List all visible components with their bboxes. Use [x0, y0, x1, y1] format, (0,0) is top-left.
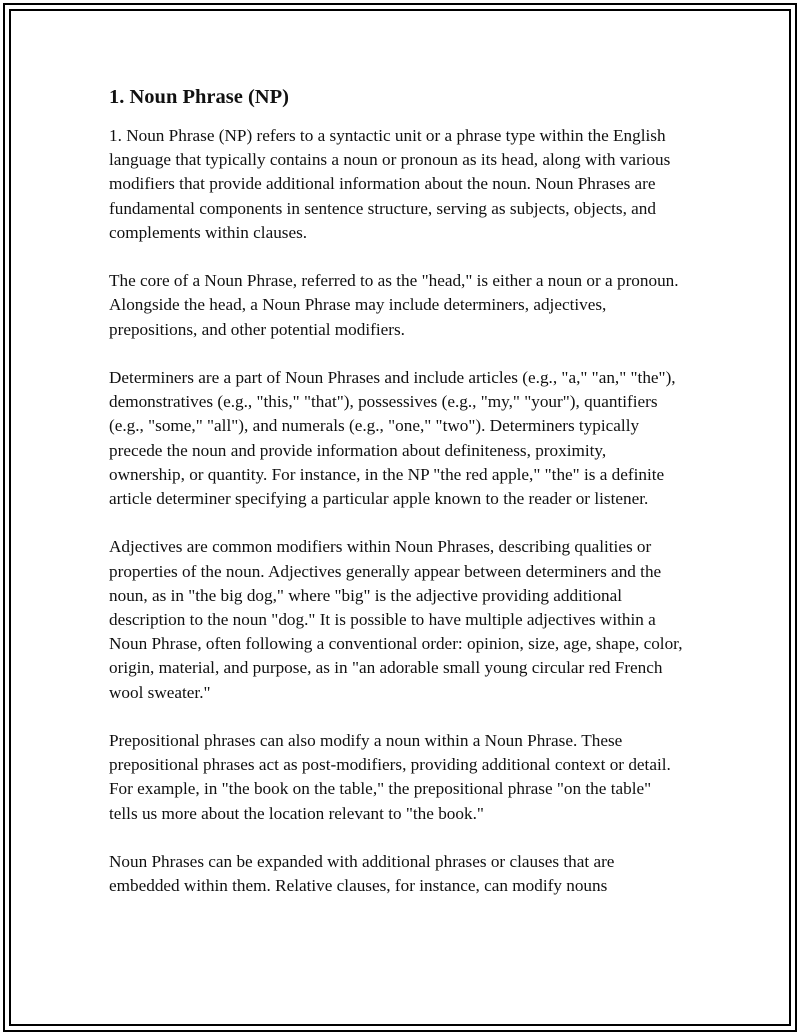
paragraph-definition: 1. Noun Phrase (NP) refers to a syntactic unit or a phrase type within the English language that typically contains a noun or pronoun as its head, along with various modifiers that provide additional information about the noun. Noun Phrases are fundamental components in sentence structure, serving as subjects, objects, and complements within clauses. — [109, 126, 671, 242]
paragraph-determiners: Determiners are a part of Noun Phrases and include articles (e.g., "a," "an," "the"), demonstratives (e.g., "this," "that"), possessives (e.g., "my," "your"), quantifiers (e.g., "some," "all"), and numerals (e.g., "one," "two"). Determiners typically precede the noun and provide information about definiteness, proximity, ownership, or quantity. For instance, in the NP "the red apple," "the" is a definite article determiner specifying a particular apple known to the reader or listener. — [109, 368, 676, 509]
paragraph-adjectives: Adjectives are common modifiers within Noun Phrases, describing qualities or properties of the noun. Adjectives generally appear between determiners and the noun, as in "the big dog," where "big" is the adjective providing additional description to the noun "dog." It is possible to have multiple adjectives within a Noun Phrase, often following a conventional order: opinion, size, age, shape, color, origin, material, and purpose, as in "an adorable small young circular red French wool sweater." — [109, 537, 683, 702]
section-heading: 1. Noun Phrase (NP) — [109, 86, 289, 108]
paragraph-expansion: Noun Phrases can be expanded with additional phrases or clauses that are embedded within them. Relative clauses, for instance, can modify nouns — [109, 852, 615, 896]
document-body — [109, 84, 683, 923]
paragraph-prepositional-phrases: Prepositional phrases can also modify a noun within a Noun Phrase. These prepositional phrases act as post-modifiers, providing additional context or detail. For example, in "the book on the table," the prepositional phrase "on the table" tells us more about the location relevant to "the book." — [109, 731, 671, 823]
paragraph-head: The core of a Noun Phrase, referred to as the "head," is either a noun or a pronoun. Alongside the head, a Noun Phrase may include determiners, adjectives, prepositions, and other potential modifiers. — [109, 271, 679, 339]
